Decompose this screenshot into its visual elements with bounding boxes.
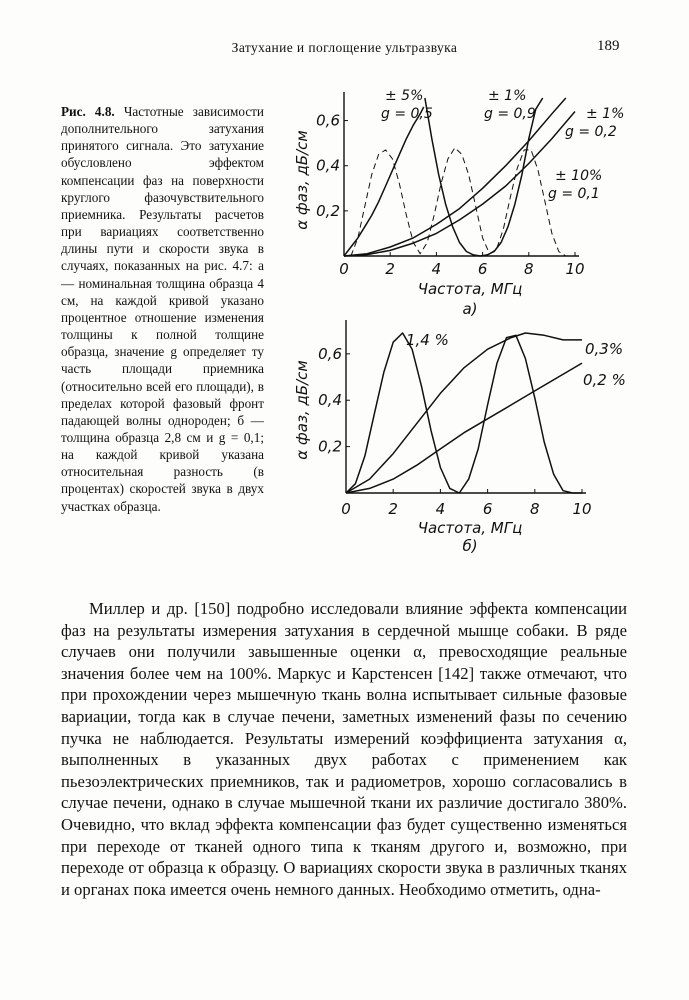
figure-caption-text: Частотные зависимости дополнительного затухания принятого сигнала. Это затухание обусловлено эффектом компенсации фаз на поверхности круглого фазочувствительного приемника. Результаты расчетов при вариациях соответственно длины пути и скорости звука в случаях, показанных на рис. 4.7: а — номинальная толщина образца 4 см, на каждой кривой указано процентное отношение изменения толщины к полной толщине образца, значение g определяет ту часть площади приемника (относительно всей его площади), в пределах которой фазовый фронт падающей волны однороден; б — толщина образца 2,8 см и g = 0,1; на каждой кривой указана относительная разность (в процентах) скоростей звука в двух участках образца. — [61, 104, 264, 514]
x-tick-label: 6 — [477, 260, 488, 278]
body-paragraph: Миллер и др. [150] подробно исследовали влияние эффекта компенсации фаз на результаты измерения затухания в сердечной мышце собаки. В ряде случаев они получили завышенные оценки α, превосходящие реальные значения более чем на 100%. Маркус и Карстенсен [142] также отмечают, что при прохождении через мышечную ткань волна испытывает сильные фазовые вариации, тогда как в случае печени, заметных изменений фазы по сечению пучка не наблюдается. Результаты измерений коэффициента затухания α, выполненных в указанных двух работах с применением как пьезоэлектрических приемников, так и радиометров, хорошо согласовались в случае печени, однако в случае мышечной ткани их различие достигало 380%. Очевидно, что вклад эффекта компенсации фаз будет существенно изменяться при переходе от тканей одного типа к тканям другого и, возможно, при переходе от образца к образцу. О вариациях скорости звука в различных тканях и органах пока имеется очень немного данных. Необходимо отметить, одна- — [61, 599, 627, 899]
x-tick-label: 4 — [431, 260, 442, 278]
page-number: 189 — [597, 38, 620, 54]
series-label: g = 0,1 — [548, 186, 600, 202]
panel-label: а) — [462, 300, 478, 318]
figure-label: Рис. 4.8. — [61, 104, 115, 119]
y-tick-label: 0,2 — [316, 201, 340, 220]
y-axis-label: α фаз, дБ/см — [293, 130, 311, 230]
x-tick-label: 4 — [435, 500, 446, 518]
x-tick-label: 10 — [572, 500, 592, 518]
running-header: Затухание и поглощение ультразвука — [231, 40, 458, 55]
y-tick-label: 0,2 — [318, 437, 342, 456]
series-label: g = 0,5 — [381, 106, 433, 122]
series-line — [344, 107, 424, 256]
series-line — [344, 112, 575, 257]
series-label: 0,2 % — [583, 371, 626, 389]
y-tick-label: 0,4 — [318, 391, 342, 410]
x-tick-label: 2 — [388, 500, 398, 518]
series-line — [346, 333, 582, 493]
x-tick-label: 8 — [524, 260, 534, 278]
y-tick-label: 0,6 — [318, 344, 342, 363]
series-label: g = 0,2 — [565, 124, 617, 140]
y-tick-label: 0,4 — [316, 156, 340, 175]
x-tick-label: 10 — [565, 260, 585, 278]
x-axis-label: Частота, МГц — [417, 280, 523, 298]
x-tick-label: 2 — [385, 260, 395, 278]
series-label: ± 10% — [555, 168, 603, 184]
series-label: ± 5% — [385, 88, 424, 104]
y-tick-label: 0,6 — [316, 111, 340, 130]
x-tick-label: 8 — [530, 500, 540, 518]
panel-label: б) — [462, 537, 478, 555]
x-axis-label: Частота, МГц — [417, 519, 523, 537]
series-label: g = 0,9 — [484, 106, 536, 122]
x-tick-label: 0 — [339, 260, 349, 278]
series-label: 1,4 % — [406, 331, 449, 349]
series-label: ± 1% — [488, 88, 527, 104]
x-tick-label: 0 — [341, 500, 351, 518]
y-axis-label: α фаз, дБ/см — [293, 360, 311, 460]
chart-panel-b — [293, 320, 626, 555]
series-label: 0,3% — [585, 340, 624, 358]
chart-panel-a — [293, 88, 624, 318]
x-tick-label: 6 — [482, 500, 493, 518]
series-label: ± 1% — [586, 106, 625, 122]
series-line — [346, 333, 582, 493]
